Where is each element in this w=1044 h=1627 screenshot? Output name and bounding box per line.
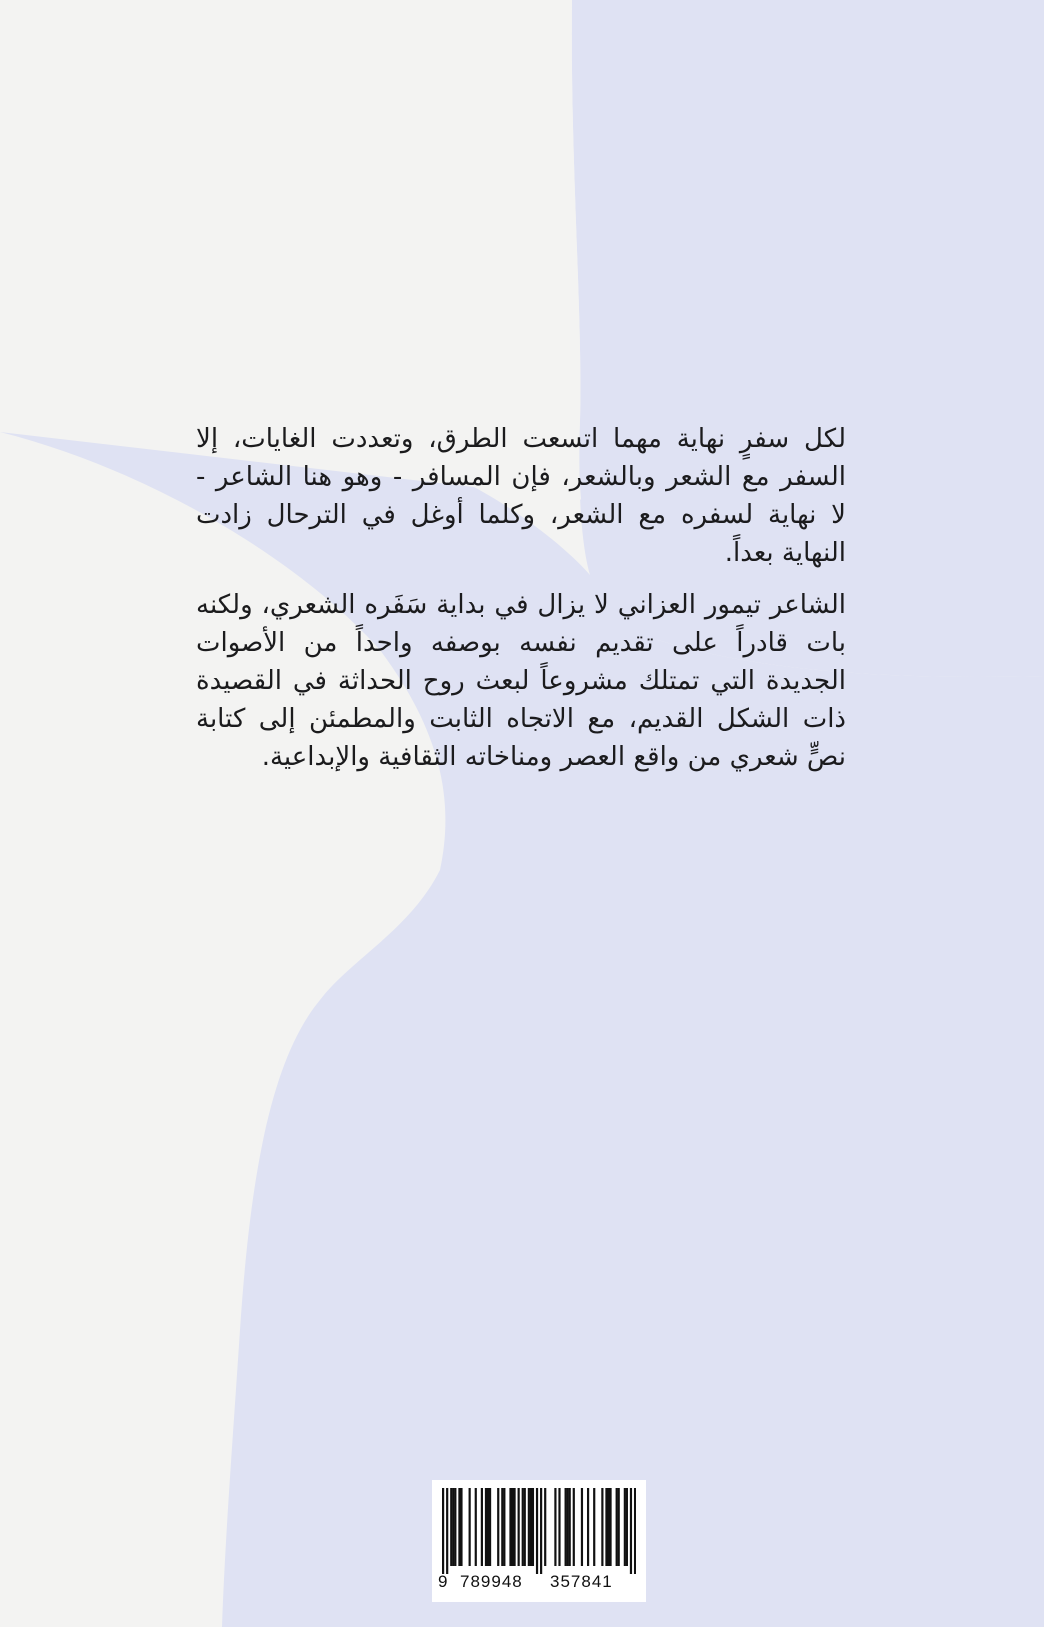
barcode-bar	[481, 1488, 483, 1566]
blurb-paragraph-2: الشاعر تيمور العزاني لا يزال في بداية سَفَره الشعري، ولكنه بات قادراً على تقديم نفسه بوصفه واحداً من الأصوات الجديدة التي تمتلك مشروعاً لبعث روح الحداثة في القصيدة ذات الشكل القديم، مع الاتجاه الثابت والمطمئن إلى كتابة نصٍّ شعري من واقع العصر ومناخاته الثقافية والإبداعية.	[196, 590, 846, 772]
barcode-bar	[569, 1488, 571, 1566]
barcode-bar	[524, 1488, 526, 1566]
barcode-bar	[469, 1488, 471, 1566]
barcode-bar	[609, 1488, 611, 1566]
barcode-bar	[587, 1488, 589, 1566]
barcode-bar	[509, 1488, 511, 1566]
barcode-bar	[513, 1488, 515, 1566]
barcode-bar	[530, 1488, 532, 1566]
barcode-bar	[522, 1488, 524, 1566]
barcode-bar	[475, 1488, 477, 1566]
barcode-bar	[446, 1488, 448, 1574]
barcode-bar	[454, 1488, 456, 1566]
barcode-bar	[626, 1488, 628, 1566]
barcode-bar	[458, 1488, 460, 1566]
barcode-bar	[540, 1488, 542, 1574]
barcode-bar	[485, 1488, 487, 1566]
barcode-bar	[616, 1488, 618, 1566]
barcode-bar	[503, 1488, 505, 1566]
barcode-bar	[630, 1488, 632, 1574]
barcode-left-digits: 789948	[460, 1572, 523, 1591]
barcode-bar	[511, 1488, 513, 1566]
barcode-bar	[532, 1488, 534, 1566]
barcode-bar	[497, 1488, 499, 1566]
barcode-bar	[607, 1488, 609, 1566]
barcode-bar	[567, 1488, 569, 1566]
barcode-bar	[605, 1488, 607, 1566]
barcode-first-digit: 9	[438, 1572, 448, 1591]
barcode-bar	[489, 1488, 491, 1566]
barcode-bar	[565, 1488, 567, 1566]
barcode-bar	[460, 1488, 462, 1566]
barcode-bar	[634, 1488, 636, 1574]
barcode-bar	[452, 1488, 454, 1566]
barcode-bar	[544, 1488, 546, 1566]
barcode-bars	[442, 1488, 636, 1574]
barcode-bar	[501, 1488, 503, 1566]
barcode-bar	[558, 1488, 560, 1566]
barcode-bar	[554, 1488, 556, 1566]
barcode-bar	[573, 1488, 575, 1566]
blurb-paragraph-1: لكل سفرٍ نهاية مهما اتسعت الطرق، وتعددت الغايات، إلا السفر مع الشعر وبالشعر، فإن المسافر - وهو هنا الشاعر - لا نهاية لسفره مع الشعر، وكلما أوغل في الترحال زادت النهاية بعداً.	[196, 424, 846, 568]
barcode-bar	[536, 1488, 538, 1574]
barcode-bar	[528, 1488, 530, 1566]
barcode-bar	[581, 1488, 583, 1566]
barcode-bar	[442, 1488, 444, 1574]
barcode-bar	[624, 1488, 626, 1566]
blurb-text	[196, 420, 846, 790]
barcode-bar	[618, 1488, 620, 1566]
barcode-bar	[450, 1488, 452, 1566]
barcode-bar	[593, 1488, 595, 1566]
barcode-bar	[601, 1488, 603, 1566]
isbn-barcode	[432, 1480, 646, 1602]
barcode-right-digits: 357841	[550, 1572, 613, 1591]
barcode-bar	[518, 1488, 520, 1566]
barcode-bar	[487, 1488, 489, 1566]
